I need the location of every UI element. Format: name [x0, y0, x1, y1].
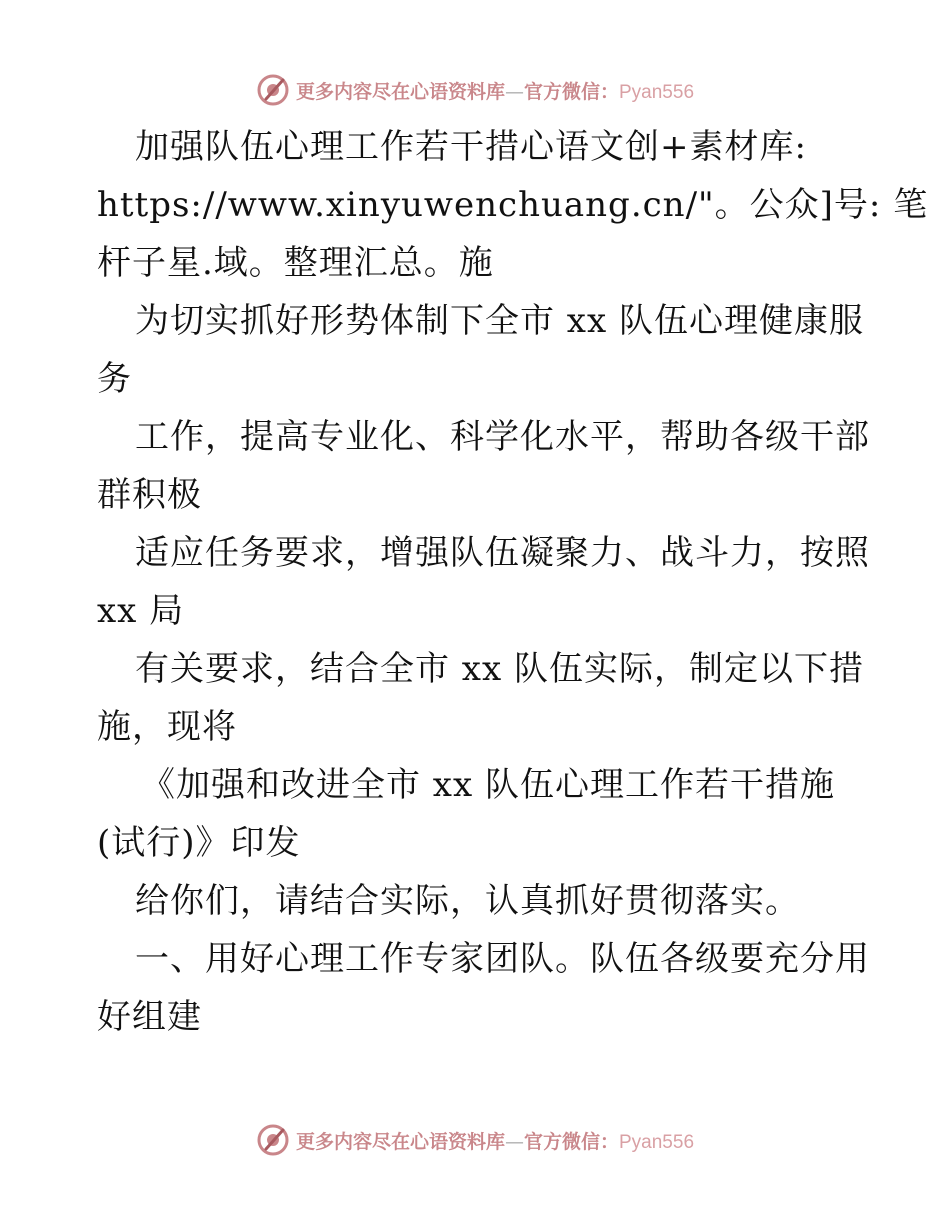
banner-official-text: 官方微信：	[523, 80, 619, 103]
banner-separator: —	[504, 80, 524, 103]
body-line: 群积极	[97, 475, 202, 515]
body-line: 加强队伍心理工作若干措心语文创+素材库:	[135, 127, 807, 167]
banner-inner	[256, 73, 694, 107]
body-line: 工作，提高专业化、科学化水平，帮助各级干部	[135, 417, 870, 457]
banner-text	[296, 1127, 694, 1154]
body-line: 为切实抓好形势体制下全市 xx 队伍心理健康服	[135, 301, 864, 341]
document-body	[97, 118, 929, 1046]
banner-handle: Pyan556	[619, 1131, 695, 1153]
body-line: 给你们，请结合实际，认真抓好贯彻落实。	[135, 881, 800, 921]
body-line: 好组建	[97, 997, 202, 1037]
body-line: 一、用好心理工作专家团队。队伍各级要充分用	[135, 939, 870, 979]
body-line: https://www.xinyuwenchuang.cn/"。公众]号: 笔	[97, 185, 929, 225]
banner-main-text: 更多内容尽在心语资料库	[295, 80, 505, 103]
body-line: 有关要求，结合全市 xx 队伍实际，制定以下措	[135, 649, 864, 689]
banner-main-text: 更多内容尽在心语资料库	[295, 1130, 505, 1153]
banner-handle: Pyan556	[619, 81, 695, 103]
logo-icon	[256, 73, 290, 107]
logo-icon	[256, 1123, 290, 1157]
banner-text	[296, 77, 694, 104]
body-line: (试行)》印发	[97, 823, 301, 863]
body-line: xx 局	[97, 591, 185, 631]
body-line: 施，现将	[97, 707, 237, 747]
banner-official-text: 官方微信：	[523, 1130, 619, 1153]
body-line: 《加强和改进全市 xx 队伍心理工作若干措施	[141, 765, 835, 805]
body-line: 务	[97, 359, 132, 399]
body-line: 适应任务要求，增强队伍凝聚力、战斗力，按照	[135, 533, 870, 573]
banner-inner	[256, 1123, 694, 1157]
banner-separator: —	[504, 1130, 524, 1153]
body-line: 杆子星.域。整理汇总。施	[97, 243, 494, 283]
footer-banner	[0, 1120, 950, 1160]
header-banner	[0, 70, 950, 110]
